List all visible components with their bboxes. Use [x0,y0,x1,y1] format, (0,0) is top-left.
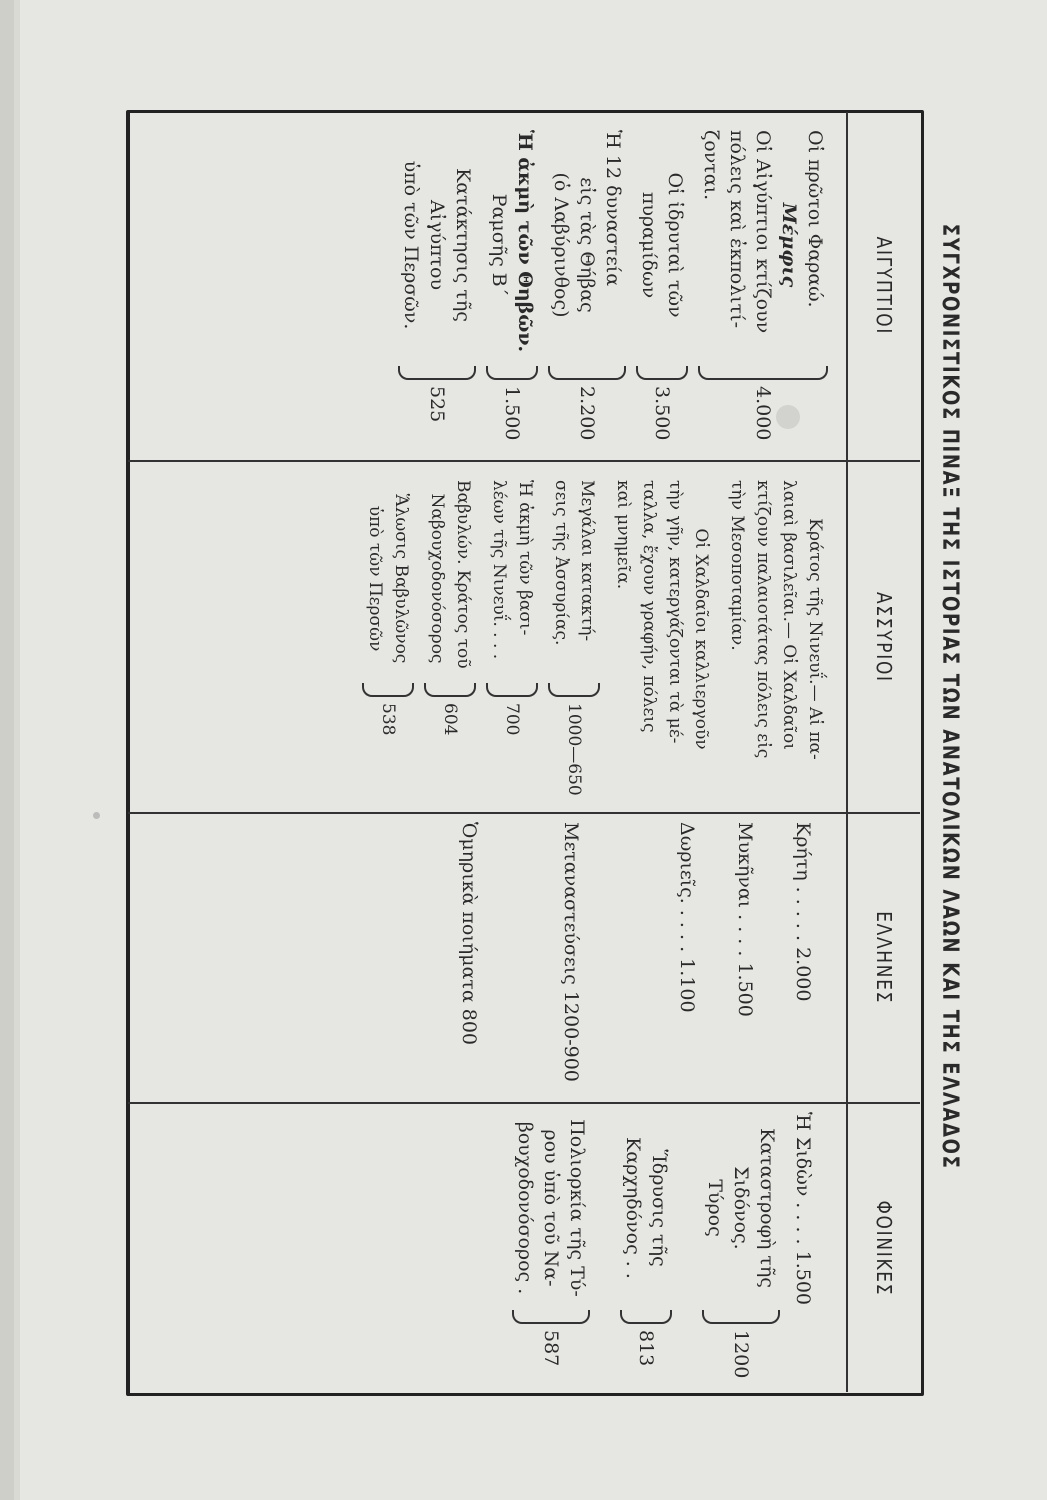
entry-line: κτίζουν παλαιοτάτας πόλεις εἰς [753,480,773,759]
entry-line: Ἡ Σιδὼν . . . . 1.500 [792,1112,814,1306]
brace [698,366,828,380]
page-edge-shade [14,0,20,1500]
entry-date: 700 [502,703,522,736]
brace [548,683,600,697]
entry-line: Κατάκτησις τῆς [452,168,474,322]
table-entry [732,822,758,1088]
brace [424,683,476,697]
entry-date: 4.000 [752,386,774,441]
table-entry [724,480,828,798]
page-edge [0,0,14,1500]
table-entry [698,130,828,446]
entry-line: Βαβυλών. Κράτος τοῦ [453,480,473,669]
table-entry [674,822,700,1088]
brace [486,366,538,380]
page-title: ΣΥΓΧΡΟΝΙΣΤΙΚΟΣ ΠΙΝΑΞ ΤΗΣ ΙΣΤΟΡΙΑΣ ΤΩΝ ΑΝΑΤΟΛΙΚΩΝ ΛΑΩΝ ΚΑΙ ΤΗΣ ΕΛΛΑΔΟΣ [937,223,962,1170]
entry-date: 813 [635,1330,657,1367]
table-entry [790,822,816,1088]
entry-line: Σιδόνος. [730,1166,752,1250]
table-entry [610,480,714,798]
entry-line: λέων τῆς Νινευΐ. . . . [489,480,509,660]
table-entry [636,130,688,446]
entry-line: Οἱ Αἰγύπτιοι κτίζουν [752,130,774,334]
brace [702,1310,780,1324]
entry-line: καὶ μνημεῖα. [613,480,633,590]
brace [398,366,476,380]
entry-date: 587 [540,1330,562,1367]
chronology-table [128,112,920,1392]
entry-line: Τύρος [704,1179,726,1237]
entry-date: 1000—650 [564,703,584,796]
brace [362,683,414,697]
entry-line: Ὁμηρικὰ ποιήματα 800 [458,822,480,1046]
entry-line: Ναβουχοδονόσορος [427,493,447,664]
table-entry [702,1112,780,1378]
brace [486,683,538,697]
brace [620,1310,672,1324]
column-header: ΕΛΛΗΝΕΣ [846,814,920,1102]
entry-line: Ραμσῆς Β΄ [488,193,510,297]
entry-line: Μυκῆναι . . . . 1.500 [734,822,756,1017]
entry-line: Καταστροφὴ τῆς [756,1128,778,1288]
table-entry [456,822,482,1088]
entry-line: Οἱ πρῶτοι Φαραώ. [804,130,826,308]
entry-line: πόλεις καὶ ἐκπολιτί- [726,130,748,329]
entry-line: Οἱ ἱδρυταὶ τῶν [664,172,686,318]
table-entry [486,130,538,446]
brace [548,366,626,380]
entry-line: Πολιορκία τῆς Τύ- [566,1119,588,1297]
entry-line: Ἅλωσις Βαβυλῶνος [391,493,411,664]
entry-line: σεις τῆς Ἀσσυρίας. [551,480,571,646]
entry-date: 1.500 [501,386,523,441]
entry-date: 2.200 [576,386,598,441]
entry-date: 1200 [730,1330,752,1379]
entry-line: Μεταναστεύσεις 1200-900 [560,822,582,1082]
entry-line: Κρήτη . . . . . 2.000 [792,822,814,1002]
entry-line: Κράτος τῆς Νινευΐ.— Αἱ πα- [805,518,825,760]
column-header: ΦΟΙΝΙΚΕΣ [846,1104,920,1392]
entry-line: Ἡ ἀκμὴ τῶν Θηβῶν. [514,130,536,353]
entry-line: (ὁ Λαβύρινθος) [550,172,572,318]
entry-line: ζονται. [700,130,722,201]
entry-line: Ἵδρυσις τῆς [648,1149,670,1267]
entry-date: 538 [378,703,398,736]
entry-line: Ἡ 12 δυναστεία [602,130,624,287]
entry-line: Μέμφις [778,202,800,288]
table-entry [424,480,476,798]
entry-line: ὑπὸ τῶν Περσῶν [365,505,385,652]
column-header: ΑΣΣΥΡΙΟΙ [846,462,920,812]
table-entry [620,1112,672,1378]
column-phoenicians [128,1104,920,1392]
brace [636,366,688,380]
entry-line: λαιαὶ βασιλεῖαι.— Οἱ Χαλδαῖοι [779,480,799,750]
entry-line: πυραμίδων [638,191,660,299]
entry-line: ταλλα, ἔχουν γραφήν, πόλεις [639,480,659,733]
entry-date: 3.500 [651,386,673,441]
entry-line: εἰς τὰς Θήβας [576,177,598,313]
column-greeks [128,814,920,1104]
entry-date: 604 [440,703,460,736]
entry-line: ὑπὸ τῶν Περσῶν. [400,160,422,330]
column-egyptians [128,112,920,462]
print-speck [776,405,800,429]
entry-line: ρου ὑπὸ τοῦ Να- [540,1129,562,1287]
brace [512,1310,590,1324]
entry-line: Οἱ Χαλδαῖοι καλλιεργοῦν [691,528,711,750]
table-entry [486,480,538,798]
table-entry [362,480,414,798]
entry-line: Δωριεῖς. . . . . 1.100 [676,822,698,1013]
entry-line: τὴν Μεσοποταμίαν. [727,480,747,651]
table-entry [548,130,626,446]
table-entry [398,130,476,446]
entry-line: τὴν γῆν, κατεργάζονται τὰ μέ- [665,480,685,744]
entry-date: 525 [426,386,448,423]
entry-line: Μεγάλαι κατακτή- [577,480,597,642]
entry-line: Καρχηδόνος . . [622,1137,644,1279]
entry-line: Ἡ ἀκμὴ τῶν βασι- [515,480,535,636]
entry-line: Αἰγύπτου [426,199,448,291]
column-assyrians [128,462,920,814]
table-entry [790,1112,816,1378]
table-entry [512,1112,590,1378]
column-header: ΑΙΓΥΠΤΙΟΙ [846,112,920,460]
entry-line: βουχοδονόσορος . [514,1121,536,1295]
print-speck [93,812,100,819]
table-entry [548,480,600,798]
table-entry [558,822,584,1088]
